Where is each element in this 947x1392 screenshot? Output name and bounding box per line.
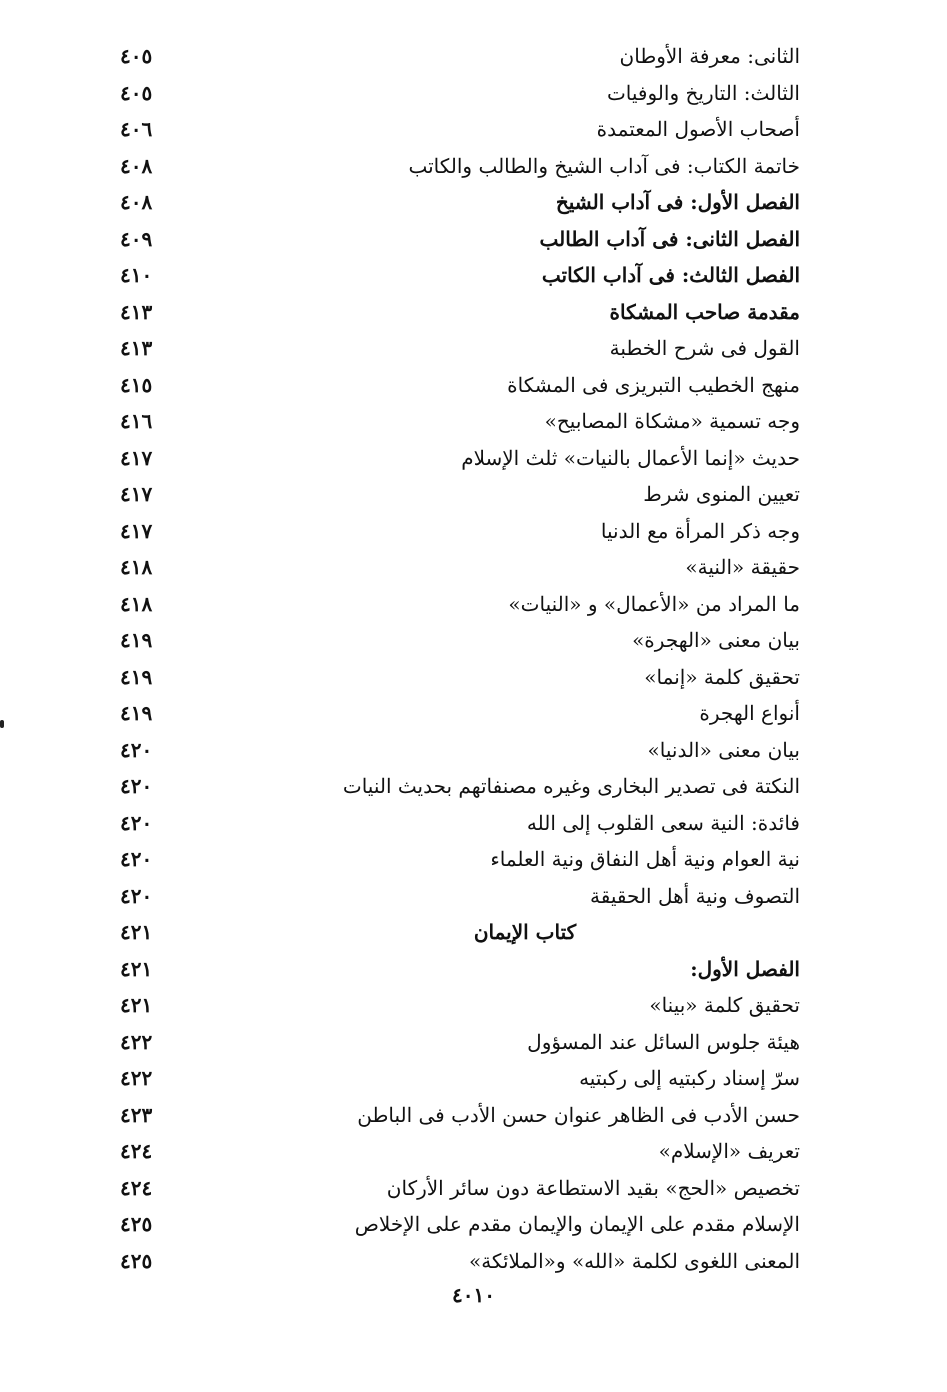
toc-page-number: ٤٠٨	[120, 153, 153, 178]
toc-entry-title: ما المراد من «الأعمال» و «النيات»	[508, 591, 800, 616]
toc-entry-title: بيان معنى «الدنيا»	[647, 737, 800, 762]
toc-row	[110, 1133, 800, 1170]
toc-page-number: ٤١٩	[120, 664, 153, 689]
toc-entry-title: مقدمة صاحب المشكاة	[609, 299, 800, 324]
toc-page-number: ٤١٩	[120, 628, 153, 653]
toc-page-number: ٤١٣	[120, 299, 153, 324]
toc-row	[110, 476, 800, 513]
toc-row	[110, 75, 800, 112]
toc-entry-title: الإسلام مقدم على الإيمان والإيمان مقدم على الإخلاص	[354, 1212, 800, 1237]
toc-entry-title: الفصل الأول:	[690, 956, 800, 981]
toc-entry-title: وجه تسمية «مشكاة المصابيح»	[544, 409, 800, 434]
toc-page-number: ٤٠٨	[120, 190, 153, 215]
toc-row	[110, 768, 800, 805]
toc-row	[110, 1024, 800, 1061]
toc-row	[110, 221, 800, 258]
toc-row	[110, 257, 800, 294]
toc-entry-title: التصوف ونية أهل الحقيقة	[590, 883, 800, 908]
toc-entry-title: نية العوام ونية أهل النفاق ونية العلماء	[490, 847, 800, 872]
toc-page-number: ٤١٣	[120, 336, 153, 361]
toc-entry-title: حقيقة «النية»	[685, 555, 800, 580]
toc-entry-title: الفصل الأول: فى آداب الشيخ	[555, 190, 800, 215]
toc-row	[110, 549, 800, 586]
toc-row	[110, 184, 800, 221]
toc-entry-title: حسن الأدب فى الظاهر عنوان حسن الأدب فى الباطن	[357, 1102, 800, 1127]
toc-entry-title: سرّ إسناد ركبتيه إلى ركبتيه	[579, 1066, 800, 1091]
toc-row	[110, 695, 800, 732]
toc-entry-title: تحقيق كلمة «إنما»	[644, 664, 800, 689]
toc-page-number: ٤٢١	[120, 920, 153, 945]
toc-entry-title: هيئة جلوس السائل عند المسؤول	[527, 1029, 800, 1054]
toc-row	[110, 1206, 800, 1243]
toc-entry-title: الثانى: معرفة الأوطان	[619, 44, 800, 69]
toc-row	[110, 987, 800, 1024]
toc-row	[110, 805, 800, 842]
toc-entry-title: حديث «إنما الأعمال بالنيات» ثلث الإسلام	[461, 445, 800, 470]
toc-page-number: ٤١٧	[120, 445, 153, 470]
toc-page-number: ٤٢٥	[120, 1212, 153, 1237]
toc-row	[110, 367, 800, 404]
toc-page-number: ٤١٦	[120, 409, 153, 434]
toc-entry-title: تحقيق كلمة «بينا»	[649, 993, 800, 1018]
toc-entry-title: الفصل الثانى: فى آداب الطالب	[539, 226, 800, 251]
toc-page-number: ٤١٩	[120, 701, 153, 726]
toc-entry-title: وجه ذكر المرأة مع الدنيا	[600, 518, 800, 543]
toc-page-number: ٤٢٠	[120, 774, 153, 799]
toc-page-number: ٤٢٢	[120, 1029, 153, 1054]
margin-mark	[0, 720, 4, 728]
page-number-footer: ٤٠١٠	[452, 1283, 495, 1307]
toc-entry-title: فائدة: النية سعى القلوب إلى الله	[526, 810, 800, 835]
toc-row	[110, 440, 800, 477]
toc-page-number: ٤٢١	[120, 993, 153, 1018]
toc-page-number: ٤١٧	[120, 482, 153, 507]
toc-row	[110, 914, 800, 951]
toc-entry-title: تعريف «الإسلام»	[658, 1139, 800, 1164]
toc-page-number: ٤٠٥	[120, 44, 153, 69]
toc-row	[110, 294, 800, 331]
toc-page-number: ٤٢٣	[120, 1102, 153, 1127]
toc-page-number: ٤٢٠	[120, 810, 153, 835]
toc-entry-title: الثالث: التاريخ والوفيات	[606, 80, 800, 105]
toc-row	[110, 841, 800, 878]
toc-page-number: ٤١٨	[120, 591, 153, 616]
toc-row	[110, 148, 800, 185]
toc-row	[110, 513, 800, 550]
toc-entry-title: القول فى شرح الخطبة	[609, 336, 800, 361]
toc-entry-title: أنواع الهجرة	[699, 701, 800, 726]
toc-row	[110, 659, 800, 696]
toc-page-number: ٤١٠	[120, 263, 153, 288]
toc-page-number: ٤٢١	[120, 956, 153, 981]
toc-row	[110, 1170, 800, 1207]
toc-page-number: ٤٠٥	[120, 80, 153, 105]
toc-entry-title: النكتة فى تصدير البخارى وغيره مصنفاتهم بحديث النيات	[342, 774, 800, 799]
toc-row	[110, 586, 800, 623]
table-of-contents	[110, 38, 800, 1279]
toc-page-number: ٤١٥	[120, 372, 153, 397]
toc-page-number: ٤٢٠	[120, 847, 153, 872]
toc-row	[110, 403, 800, 440]
toc-row	[110, 111, 800, 148]
toc-page-number: ٤٠٦	[120, 117, 153, 142]
toc-entry-title: أصحاب الأصول المعتمدة	[596, 117, 800, 142]
toc-entry-title: المعنى اللغوى لكلمة «الله» و«الملائكة»	[468, 1248, 800, 1273]
toc-row	[110, 951, 800, 988]
toc-page-number: ٤٢٠	[120, 737, 153, 762]
toc-row	[110, 878, 800, 915]
toc-row	[110, 1097, 800, 1134]
toc-entry-title: خاتمة الكتاب: فى آداب الشيخ والطالب والكاتب	[408, 153, 800, 178]
toc-row	[110, 1060, 800, 1097]
toc-page-number: ٤٠٩	[120, 226, 153, 251]
toc-page-number: ٤١٨	[120, 555, 153, 580]
toc-page-number: ٤٢٠	[120, 883, 153, 908]
section-heading: كتاب الإيمان	[473, 920, 577, 945]
toc-row	[110, 330, 800, 367]
toc-page-number: ٤٢٢	[120, 1066, 153, 1091]
toc-entry-title: الفصل الثالث: فى آداب الكاتب	[541, 263, 800, 288]
toc-entry-title: تخصيص «الحج» بقيد الاستطاعة دون سائر الأركان	[386, 1175, 800, 1200]
toc-page-number: ٤٢٤	[120, 1175, 153, 1200]
toc-row	[110, 1243, 800, 1280]
toc-entry-title: تعيين المنوى شرط	[643, 482, 800, 507]
toc-page-number: ٤٢٥	[120, 1248, 153, 1273]
toc-page-number: ٤٢٤	[120, 1139, 153, 1164]
toc-row	[110, 732, 800, 769]
toc-entry-title: منهج الخطيب التبريزى فى المشكاة	[507, 372, 800, 397]
toc-row	[110, 622, 800, 659]
toc-entry-title: بيان معنى «الهجرة»	[632, 628, 800, 653]
toc-row	[110, 38, 800, 75]
toc-page-number: ٤١٧	[120, 518, 153, 543]
